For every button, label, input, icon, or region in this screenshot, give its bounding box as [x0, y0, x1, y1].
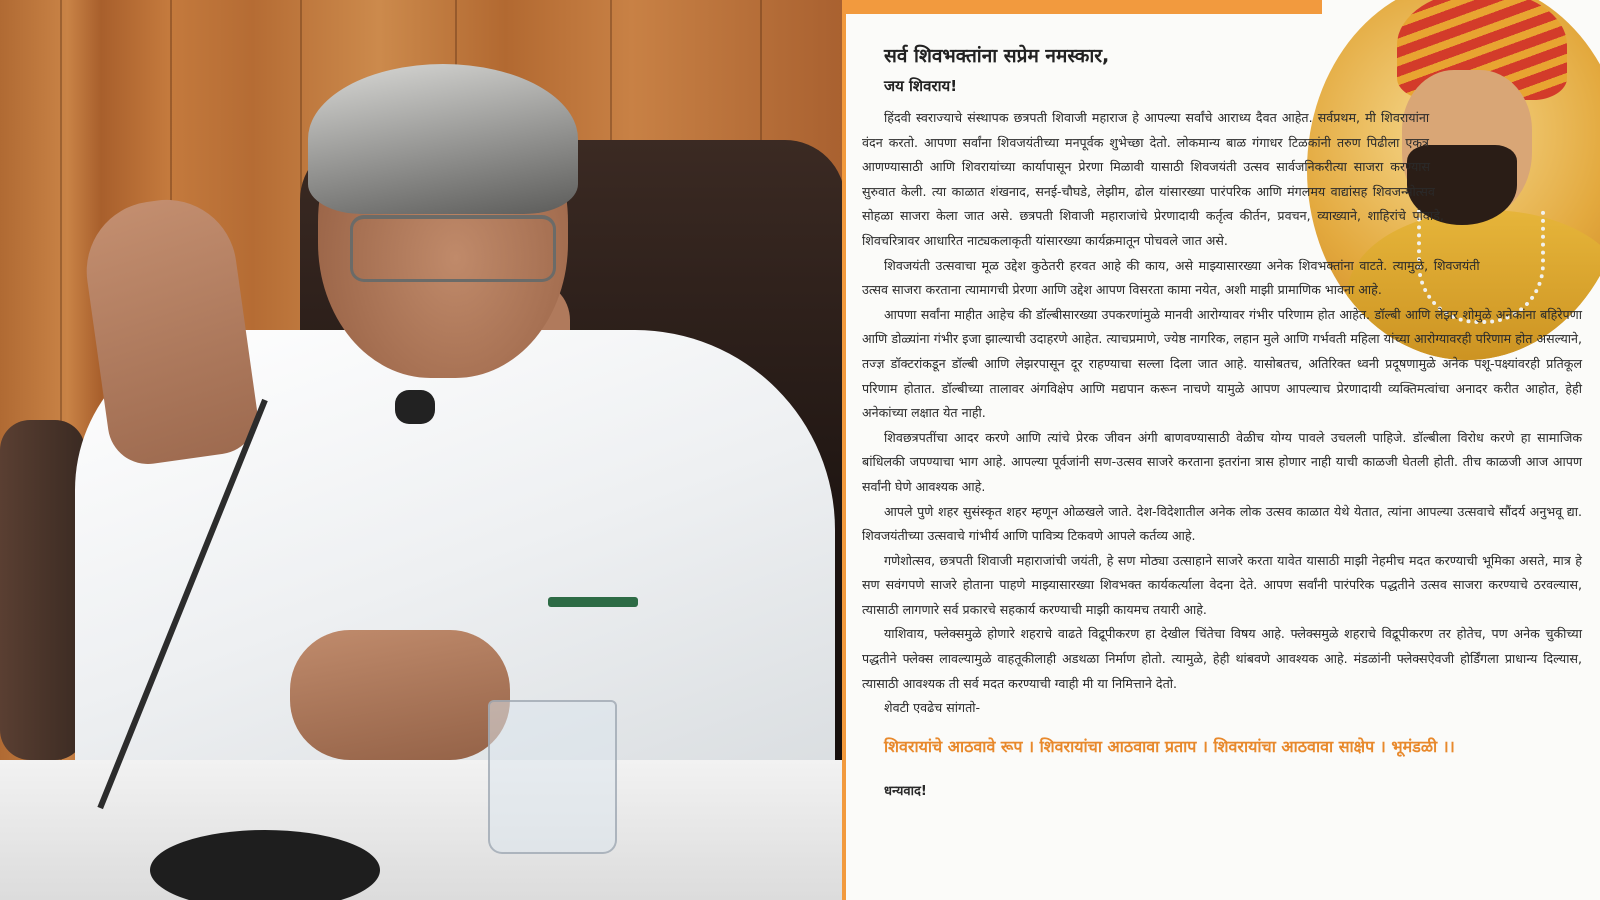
- letter-panel: [842, 0, 1600, 900]
- letter-paragraph: गणेशोत्सव, छत्रपती शिवाजी महाराजांची जयंती, हे सण मोठ्या उत्साहाने साजरे करता यावेत यासाठी माझी नेहमीच मदत करण्याची भूमिका असते, मात्र हे सण सवंगपणे साजरे होताना पाहणे माझ्यासारख्या शिवभक्त कार्यकर्त्याला वेदना देते. आपण सर्वांनी पारंपरिक पद्धतीने उत्सव साजरा करण्याचे ठरवल्यास, त्यासाठी लागणारे सर्व प्रकारचे सहकार्य करण्याची माझी कायमच तयारी आहे.: [862, 552, 1582, 617]
- water-glass: [488, 700, 617, 854]
- letter-paragraph: आपले पुणे शहर सुसंस्कृत शहर म्हणून ओळखले जाते. देश-विदेशातील अनेक लोक उत्सव काळात येथे येतात, त्यांना आपल्या उत्सवाचे सौंदर्य अनुभवू द्या. शिवजयंतीच्या उत्सवाचे गांभीर्य आणि पावित्र्य टिकवणे आपले कर्तव्य आहे.: [862, 503, 1582, 544]
- orange-header-band: [842, 0, 1322, 14]
- letter-text: [862, 42, 1582, 799]
- table: [0, 760, 842, 900]
- microphone-icon: [395, 390, 435, 424]
- letter-paragraph: याशिवाय, फ्लेक्समुळे होणारे शहराचे वाढते विद्रूपीकरण हा देखील चिंतेचा विषय आहे. फ्लेक्समुळे शहराचे विद्रूपीकरण तर होतेच, पण अनेक चुकीच्या पद्धतीने फ्लेक्स लावल्यामुळे वाहतूकीलाही अडथळा निर्माण होतो. त्यामुळे, हेही थांबवणे आवश्यक आहे. मंडळांनी फ्लेक्सऐवजी होर्डिंगला प्राधान्य दिल्यास, त्यासाठी आवश्यक ती सर्व मदत करण्याची ग्वाही मी या निमित्ताने देतो.: [862, 626, 1582, 691]
- letter-salutation: जय शिवराय!: [884, 77, 958, 95]
- eyeglasses: [350, 215, 556, 282]
- resting-hand: [290, 630, 510, 760]
- letter-paragraph: शिवछत्रपतींचा आदर करणे आणि त्यांचे प्रेरक जीवन अंगी बाणवण्यासाठी वेळीच योग्य पावले उचलली पाहिजे. डॉल्बीला विरोध करणे हा सामाजिक बांधिलकी जपण्याचा भाग आहे. आपल्या पूर्वजांनी सण-उत्सव साजरे करताना इतरांना त्रास होणार नाही याची काळजी घेतली होती. तीच काळजी आज आपण सर्वांनी घेणे आवश्यक आहे.: [862, 429, 1582, 494]
- microphone-base: [150, 830, 380, 900]
- letter-verse: शिवरायांचे आठवावे रूप । शिवरायांचा आठवावा प्रताप । शिवरायांचा आठवावा साक्षेप । भूमंडळी ।।: [884, 736, 1455, 756]
- orange-side-band: [842, 0, 846, 900]
- letter-greeting: सर्व शिवभक्तांना सप्रेम नमस्कार,: [884, 45, 1110, 67]
- letter-thanks: धन्यवाद!: [884, 783, 927, 799]
- letter-paragraph: आपणा सर्वांना माहीत आहेच की डॉल्बीसारख्या उपकरणांमुळे मानवी आरोग्यावर गंभीर परिणाम होत आहेत. डॉल्बी आणि लेझर शोमुळे अनेकांना बहिरेपणा आणि डोळ्यांना गंभीर इजा झाल्याची उदाहरणे आहेत. त्याचप्रमाणे, ज्येष्ठ नागरिक, लहान मुले आणि गर्भवती महिला यांच्या आरोग्यावरही परिणाम होत असल्याने, तज्ज्ञ डॉक्टरांकडून डॉल्बी आणि लेझरपासून दूर राहण्याचा सल्ला दिला जात आहे. यासोबतच, अतिरिक्त ध्वनी प्रदूषणामुळे अनेक पशू-पक्ष्यांवरही प्रतिकूल परिणाम होतात. डॉल्बीच्या तालावर अंगविक्षेप आणि मद्यपान करून नाचणे यामुळे आपण आपल्याच प्रेरणादायी व्यक्तिमत्वांचा अनादर करीत आहोत, हेही अनेकांच्या लक्षात येत नाही.: [862, 306, 1582, 421]
- letter-paragraph: हिंदवी स्वराज्याचे संस्थापक छत्रपती शिवाजी महाराज हे आपल्या सर्वांचे आराध्य दैवत आहेत. सर्वप्रथम, मी शिवरायांना वंदन करतो. आपणा सर्वांना शिवजयंतीच्या मनपूर्वक शुभेच्छा देतो. लोकमान्य बाळ गंगाधर टिळकांनी तरुण पिढीला एकत्र आणण्यासाठी आणि शिवरायांच्या कार्यापासून प्रेरणा मिळावी यासाठी शिवजयंती उत्सव सार्वजनिकरीत्या साजरा करण्यास सुरुवात केली. त्या काळात शंखनाद, सनई-चौघडे, लेझीम, ढोल यांसारख्या पारंपरिक आणि मंगलमय वाद्यांसह शिवजन्मोत्सव सोहळा साजरा केला जात असे. छत्रपती शिवाजी महाराजांचे प्रेरणादायी कर्तृत्व कीर्तन, प्रवचन, व्याख्याने, शाहिरांचे पोवाडे, शिवचरित्रावर आधारित नाट्यकलाकृती यांसारख्या कार्यक्रमातून पोचवले जात असे.: [862, 110, 1444, 248]
- chair: [0, 420, 85, 760]
- pen: [548, 597, 638, 607]
- letter-closing: शेवटी एवढेच सांगतो-: [884, 700, 981, 716]
- speaker-hair: [308, 64, 578, 214]
- letter-paragraph: शिवजयंती उत्सवाचा मूळ उद्देश कुठेतरी हरवत आहे की काय, असे माझ्यासारख्या अनेक शिवभक्तांना वाटते. त्यामुळे, शिवजयंती उत्सव साजरा करताना त्यामागची प्रेरणा आणि उद्देश आपण विसरता कामा नयेत, अशी माझी प्रामाणिक भावना आहे.: [862, 257, 1480, 298]
